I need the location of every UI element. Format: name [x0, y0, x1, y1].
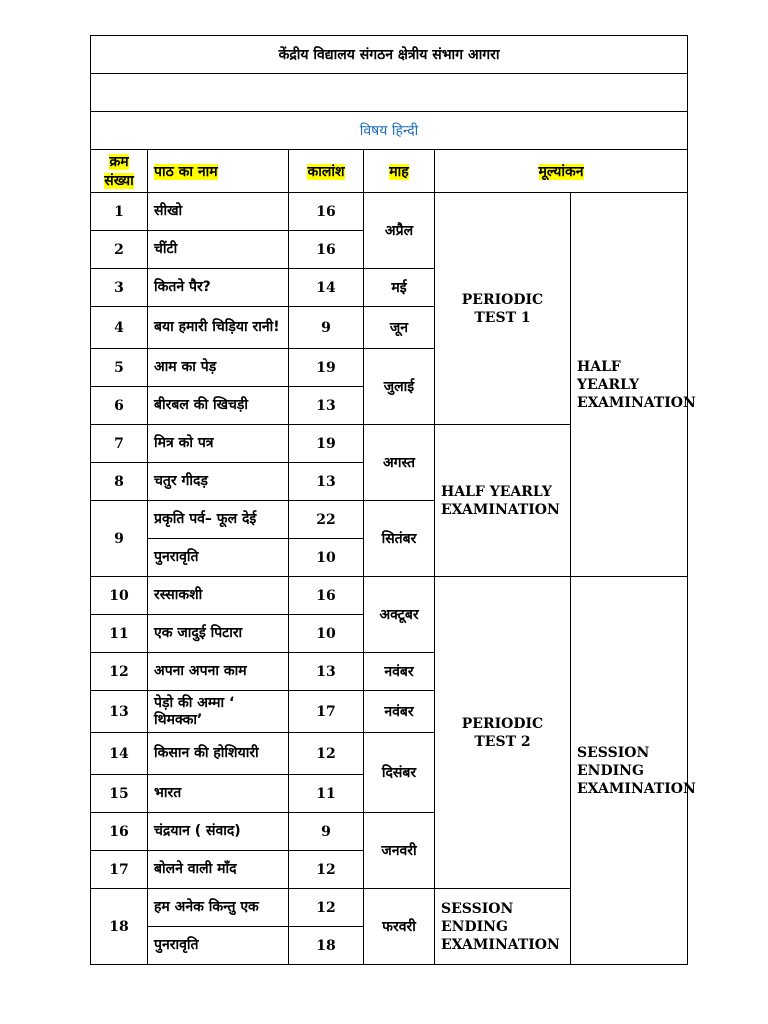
- table-cell-periods: 10: [289, 539, 364, 577]
- table-cell-periods: 9: [289, 307, 364, 349]
- table-cell-lesson: भारत: [148, 775, 289, 813]
- table-cell-serial: 6: [91, 387, 148, 425]
- assessment-cell: PERIODIC TEST 2: [435, 577, 571, 889]
- table-cell-periods: 13: [289, 653, 364, 691]
- table-cell-serial: 17: [91, 851, 148, 889]
- table-cell-periods: 22: [289, 501, 364, 539]
- table-cell-serial: 16: [91, 813, 148, 851]
- table-cell-periods: 9: [289, 813, 364, 851]
- header-lesson: पाठ का नाम: [148, 150, 289, 193]
- table-cell-serial: 5: [91, 349, 148, 387]
- header-serial: क्रम संख्या: [91, 150, 148, 193]
- table-cell-serial: 18: [91, 889, 148, 965]
- table-cell-serial: 3: [91, 269, 148, 307]
- month-cell: दिसंबर: [364, 733, 435, 813]
- table-cell-periods: 12: [289, 733, 364, 775]
- header-month: माह: [364, 150, 435, 193]
- table-cell-lesson: सीखो: [148, 193, 289, 231]
- table-cell-serial: 9: [91, 501, 148, 577]
- table-cell-lesson: मित्र को पत्र: [148, 425, 289, 463]
- header-periods: कालांश: [289, 150, 364, 193]
- assessment-cell: HALF YEARLY EXAMINATION: [435, 425, 571, 577]
- table-cell-periods: 18: [289, 927, 364, 965]
- table-cell-lesson: पेड़ो की अम्मा ‘ थिमक्का’: [148, 691, 289, 733]
- table-cell-periods: 11: [289, 775, 364, 813]
- syllabus-table: [90, 35, 696, 965]
- table-cell-serial: 2: [91, 231, 148, 269]
- table-cell-lesson: बोलने वाली माँद: [148, 851, 289, 889]
- month-cell: मई: [364, 269, 435, 307]
- table-cell-periods: 16: [289, 193, 364, 231]
- table-cell-periods: 12: [289, 851, 364, 889]
- table-cell-lesson: चींटी: [148, 231, 289, 269]
- month-cell: अक्टूबर: [364, 577, 435, 653]
- table-cell-lesson: पुनरावृति: [148, 539, 289, 577]
- table-cell-lesson: रस्साकशी: [148, 577, 289, 615]
- month-cell: जुलाई: [364, 349, 435, 425]
- exam-cell: HALF YEARLY EXAMINATION: [571, 193, 688, 577]
- table-cell-lesson: किसान की होशियारी: [148, 733, 289, 775]
- table-cell-periods: 13: [289, 387, 364, 425]
- month-cell: नवंबर: [364, 653, 435, 691]
- table-cell-serial: 11: [91, 615, 148, 653]
- table-cell-lesson: अपना अपना काम: [148, 653, 289, 691]
- table-cell-serial: 10: [91, 577, 148, 615]
- table-cell-lesson: बीरबल की खिचड़ी: [148, 387, 289, 425]
- table-cell-lesson: एक जादुई पिटारा: [148, 615, 289, 653]
- table-cell-serial: 8: [91, 463, 148, 501]
- table-cell-lesson: बया हमारी चिड़िया रानी!: [148, 307, 289, 349]
- assessment-cell: PERIODIC TEST 1: [435, 193, 571, 425]
- table-cell-periods: 13: [289, 463, 364, 501]
- table-cell-periods: 17: [289, 691, 364, 733]
- table-cell-periods: 19: [289, 349, 364, 387]
- table-cell-periods: 16: [289, 231, 364, 269]
- table-cell-periods: 10: [289, 615, 364, 653]
- table-cell-serial: 1: [91, 193, 148, 231]
- table-cell-lesson: हम अनेक किन्तु एक: [148, 889, 289, 927]
- exam-cell: SESSION ENDING EXAMINATION: [571, 577, 688, 965]
- table-cell-serial: 12: [91, 653, 148, 691]
- month-cell: अगस्त: [364, 425, 435, 501]
- month-cell: जनवरी: [364, 813, 435, 889]
- table-cell-serial: 4: [91, 307, 148, 349]
- table-cell-serial: 14: [91, 733, 148, 775]
- assessment-cell: SESSION ENDING EXAMINATION: [435, 889, 571, 965]
- subject-heading: विषय हिन्दी: [91, 112, 688, 150]
- table-cell-periods: 12: [289, 889, 364, 927]
- table-cell-lesson: चंद्रयान ( संवाद): [148, 813, 289, 851]
- table-cell-lesson: चतुर गीदड़: [148, 463, 289, 501]
- month-cell: सितंबर: [364, 501, 435, 577]
- table-cell-lesson: कितने पैर?: [148, 269, 289, 307]
- table-cell-lesson: आम का पेड़: [148, 349, 289, 387]
- month-cell: फरवरी: [364, 889, 435, 965]
- table-cell-periods: 14: [289, 269, 364, 307]
- table-cell-serial: 15: [91, 775, 148, 813]
- month-cell: जून: [364, 307, 435, 349]
- month-cell: नवंबर: [364, 691, 435, 733]
- table-cell-periods: 19: [289, 425, 364, 463]
- empty-row: [91, 74, 688, 112]
- table-cell-lesson: प्रकृति पर्व– फूल देई: [148, 501, 289, 539]
- table-cell-serial: 13: [91, 691, 148, 733]
- month-cell: अप्रैल: [364, 193, 435, 269]
- table-cell-serial: 7: [91, 425, 148, 463]
- header-assessment: मूल्यांकन: [435, 150, 688, 193]
- table-cell-lesson: पुनरावृति: [148, 927, 289, 965]
- document-title: केंद्रीय विद्यालय संगठन क्षेत्रीय संभाग आगरा: [91, 36, 688, 74]
- table-cell-periods: 16: [289, 577, 364, 615]
